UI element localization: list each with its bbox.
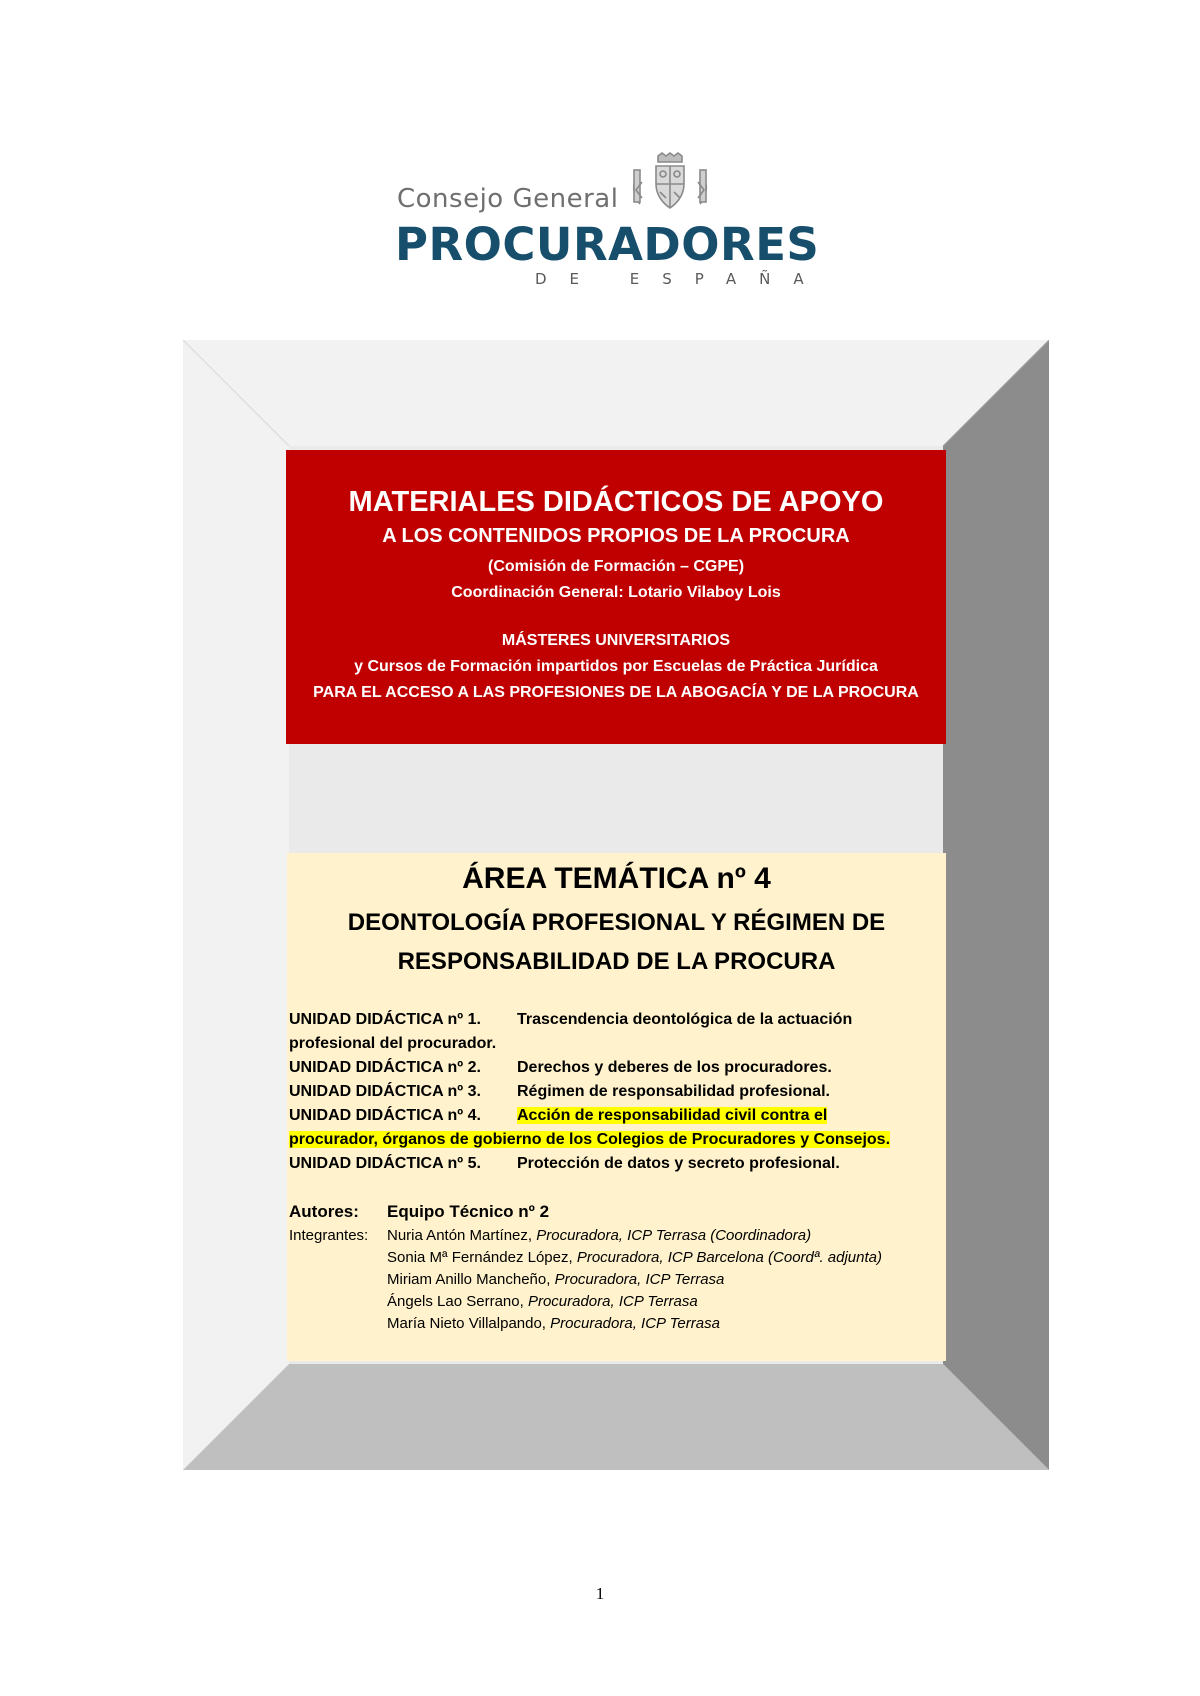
area-title: ÁREA TEMÁTICA nº 4 xyxy=(462,862,771,895)
member-role: Procuradora, ICP Terrasa xyxy=(527,1293,698,1310)
unit-text-highlighted: Acción de responsabilidad civil contra el xyxy=(517,1107,828,1124)
member-row xyxy=(289,1313,929,1335)
unit-text: Protección de datos y secreto profesional. xyxy=(517,1155,840,1172)
unit-item-highlighted xyxy=(289,1104,944,1128)
authors-value: Equipo Técnico nº 2 xyxy=(387,1202,550,1221)
unit-text: Derechos y deberes de los procuradores. xyxy=(517,1059,832,1076)
member xyxy=(387,1247,882,1269)
unit-text: Régimen de responsabilidad profesional. xyxy=(517,1083,830,1100)
unit-label: UNIDAD DIDÁCTICA nº 1. xyxy=(289,1011,481,1028)
unit-label: UNIDAD DIDÁCTICA nº 4. xyxy=(289,1107,481,1124)
main-title: MATERIALES DIDÁCTICOS DE APOYO xyxy=(348,486,884,518)
member-row xyxy=(289,1225,929,1247)
authors-row xyxy=(289,1201,929,1223)
member xyxy=(387,1313,720,1335)
commission-text: (Comisión de Formación – CGPE) xyxy=(487,558,745,575)
member-row xyxy=(289,1291,929,1313)
unit-item xyxy=(289,1152,944,1176)
unit-text: Trascendencia deontológica de la actuación xyxy=(517,1011,853,1028)
access-text: PARA EL ACCESO A LAS PROFESIONES DE LA ABOGACÍA Y DE LA PROCURA xyxy=(313,684,919,701)
unit-item-continued xyxy=(289,1032,944,1056)
member-name: Miriam Anillo Mancheño, xyxy=(387,1271,551,1288)
area-subtitle xyxy=(287,903,946,981)
authors-label: Autores: xyxy=(289,1202,359,1221)
unit-item-continued xyxy=(289,1128,944,1152)
area-subtitle-line1: DEONTOLOGÍA PROFESIONAL Y RÉGIMEN DE xyxy=(347,909,886,936)
courses-text: y Cursos de Formación impartidos por Escuelas de Práctica Jurídica xyxy=(354,658,878,675)
masters-text: MÁSTERES UNIVERSITARIOS xyxy=(501,632,731,649)
member-name: María Nieto Villalpando, xyxy=(387,1315,546,1332)
unit-text-highlighted: procurador, órganos de gobierno de los Colegios de Procuradores y Consejos. xyxy=(289,1131,891,1148)
units-list xyxy=(289,1008,944,1176)
member-name: Sonia Mª Fernández López, xyxy=(387,1249,573,1266)
member xyxy=(387,1225,811,1247)
unit-item xyxy=(289,1008,944,1032)
logo-procuradores-text: PROCURADORES xyxy=(395,218,820,271)
main-subtitle: A LOS CONTENIDOS PROPIOS DE LA PROCURA xyxy=(382,525,850,547)
members-label: Integrantes: xyxy=(289,1227,369,1244)
unit-item xyxy=(289,1080,944,1104)
area-box xyxy=(287,853,946,1361)
unit-label: UNIDAD DIDÁCTICA nº 3. xyxy=(289,1083,481,1100)
member-row xyxy=(289,1269,929,1291)
unit-text: profesional del procurador. xyxy=(289,1035,497,1052)
logo-espana-text: DE ESPAÑA xyxy=(535,270,827,288)
member-name: Ángels Lao Serrano, xyxy=(387,1293,524,1310)
member-row xyxy=(289,1247,929,1269)
member xyxy=(387,1291,698,1313)
logo xyxy=(395,152,827,292)
member xyxy=(387,1269,724,1291)
member-role: Procuradora, ICP Barcelona (Coordª. adjunta) xyxy=(576,1249,882,1266)
page-number: 1 xyxy=(595,1584,605,1603)
unit-label: UNIDAD DIDÁCTICA nº 2. xyxy=(289,1059,481,1076)
authors-block xyxy=(289,1201,929,1335)
unit-item xyxy=(289,1056,944,1080)
member-role: Procuradora, ICP Terrasa xyxy=(550,1315,720,1332)
title-box xyxy=(286,450,946,744)
member-role: Procuradora, ICP Terrasa xyxy=(554,1271,725,1288)
coordination-text: Coordinación General: Lotario Vilaboy Lois xyxy=(451,584,781,601)
logo-consejo-text: Consejo General xyxy=(397,184,619,214)
member-role: Procuradora, ICP Terrasa (Coordinadora) xyxy=(536,1227,812,1244)
unit-label: UNIDAD DIDÁCTICA nº 5. xyxy=(289,1155,481,1172)
member-name: Nuria Antón Martínez, xyxy=(387,1227,533,1244)
area-subtitle-line2: RESPONSABILIDAD DE LA PROCURA xyxy=(397,948,836,975)
coat-of-arms-icon xyxy=(628,152,716,214)
